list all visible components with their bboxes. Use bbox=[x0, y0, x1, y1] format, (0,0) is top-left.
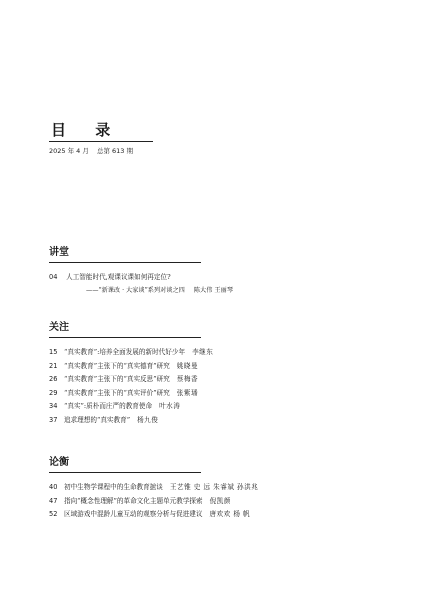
section-divider bbox=[49, 472, 201, 473]
entry-author: 张紫璠 bbox=[176, 388, 199, 397]
entry-page: 26 bbox=[49, 375, 58, 383]
entry-subtitle bbox=[49, 285, 389, 296]
toc-entry[interactable] bbox=[49, 400, 389, 414]
entry-page: 04 bbox=[49, 273, 58, 281]
entry-author: 王艺锥 史 远 朱睿斌 孙洪兆 bbox=[169, 483, 259, 491]
toc-entry[interactable] bbox=[49, 414, 389, 428]
issue-info bbox=[49, 146, 139, 155]
toc-entry[interactable] bbox=[49, 346, 389, 360]
entry-title: “真实教育”主张下的“真实德育”研究 bbox=[64, 361, 170, 370]
entry-page: 37 bbox=[49, 415, 58, 424]
entry-page: 21 bbox=[49, 361, 58, 370]
section-heading: 论衡 bbox=[49, 457, 69, 468]
entry-page: 40 bbox=[49, 483, 58, 491]
entry-page: 52 bbox=[49, 510, 58, 518]
issue-number: 总第 613 期 bbox=[96, 147, 134, 155]
entry-title: 人工智能时代,观课议课如何再定位? bbox=[66, 273, 171, 281]
toc-title: 目 录 bbox=[51, 121, 123, 139]
toc-entry[interactable] bbox=[49, 360, 389, 374]
section-heading: 关注 bbox=[49, 322, 69, 333]
entry-page: 34 bbox=[49, 402, 58, 410]
entry-title: “真实”:质朴而庄严的教育使命 bbox=[64, 402, 153, 410]
entry-title: 区域游戏中混龄儿童互动的观察分析与促进建议 bbox=[64, 510, 203, 518]
toc-entry[interactable] bbox=[49, 387, 389, 401]
toc-entry[interactable] bbox=[49, 373, 389, 387]
entry-title: 追求理想的“真实教育” bbox=[64, 415, 131, 424]
entry-author: 蔡梅香 bbox=[176, 375, 199, 383]
entry-author: 唐欢欢 杨 帆 bbox=[209, 510, 251, 518]
entry-title: 指向“概念性理解”的革命文化主题单元教学探索 bbox=[64, 496, 203, 505]
section-lecture bbox=[49, 243, 389, 296]
entry-author: 杨九俊 bbox=[137, 415, 159, 424]
toc-entry[interactable] bbox=[49, 481, 389, 495]
entry-page: 29 bbox=[49, 388, 58, 397]
section-divider bbox=[49, 337, 201, 338]
entry-author: 李继东 bbox=[192, 348, 214, 356]
entry-author: 倪凯颜 bbox=[209, 496, 231, 505]
toc-entry[interactable] bbox=[49, 495, 389, 509]
entry-title: “真实教育”主张下的“真实反思”研究 bbox=[64, 375, 170, 383]
section-heading: 讲堂 bbox=[49, 247, 69, 258]
entry-title: “真实教育”主张下的“真实评价”研究 bbox=[64, 388, 170, 397]
section-focus bbox=[49, 318, 389, 427]
entry-page: 15 bbox=[49, 348, 58, 356]
entry-page: 47 bbox=[49, 496, 58, 505]
entry-author: 姚晓曼 bbox=[176, 361, 199, 370]
title-divider bbox=[49, 141, 153, 142]
section-divider bbox=[49, 262, 201, 263]
subtitle-text: ——“新课改 · 大家谈”系列对谈之四 bbox=[86, 286, 185, 294]
entry-title: “真实教育”:培养全面发展的新时代好少年 bbox=[64, 348, 186, 356]
issue-date: 2025 年 4 月 bbox=[49, 147, 89, 155]
entry-title: 初中生物学课程中的生命教育摭谈 bbox=[64, 483, 163, 491]
section-discussion bbox=[49, 453, 389, 522]
subtitle-author: 陈大伟 王丽琴 bbox=[193, 286, 233, 294]
toc-entry[interactable] bbox=[49, 271, 389, 285]
toc-entry[interactable] bbox=[49, 508, 389, 522]
entry-author: 叶水涛 bbox=[159, 402, 181, 410]
